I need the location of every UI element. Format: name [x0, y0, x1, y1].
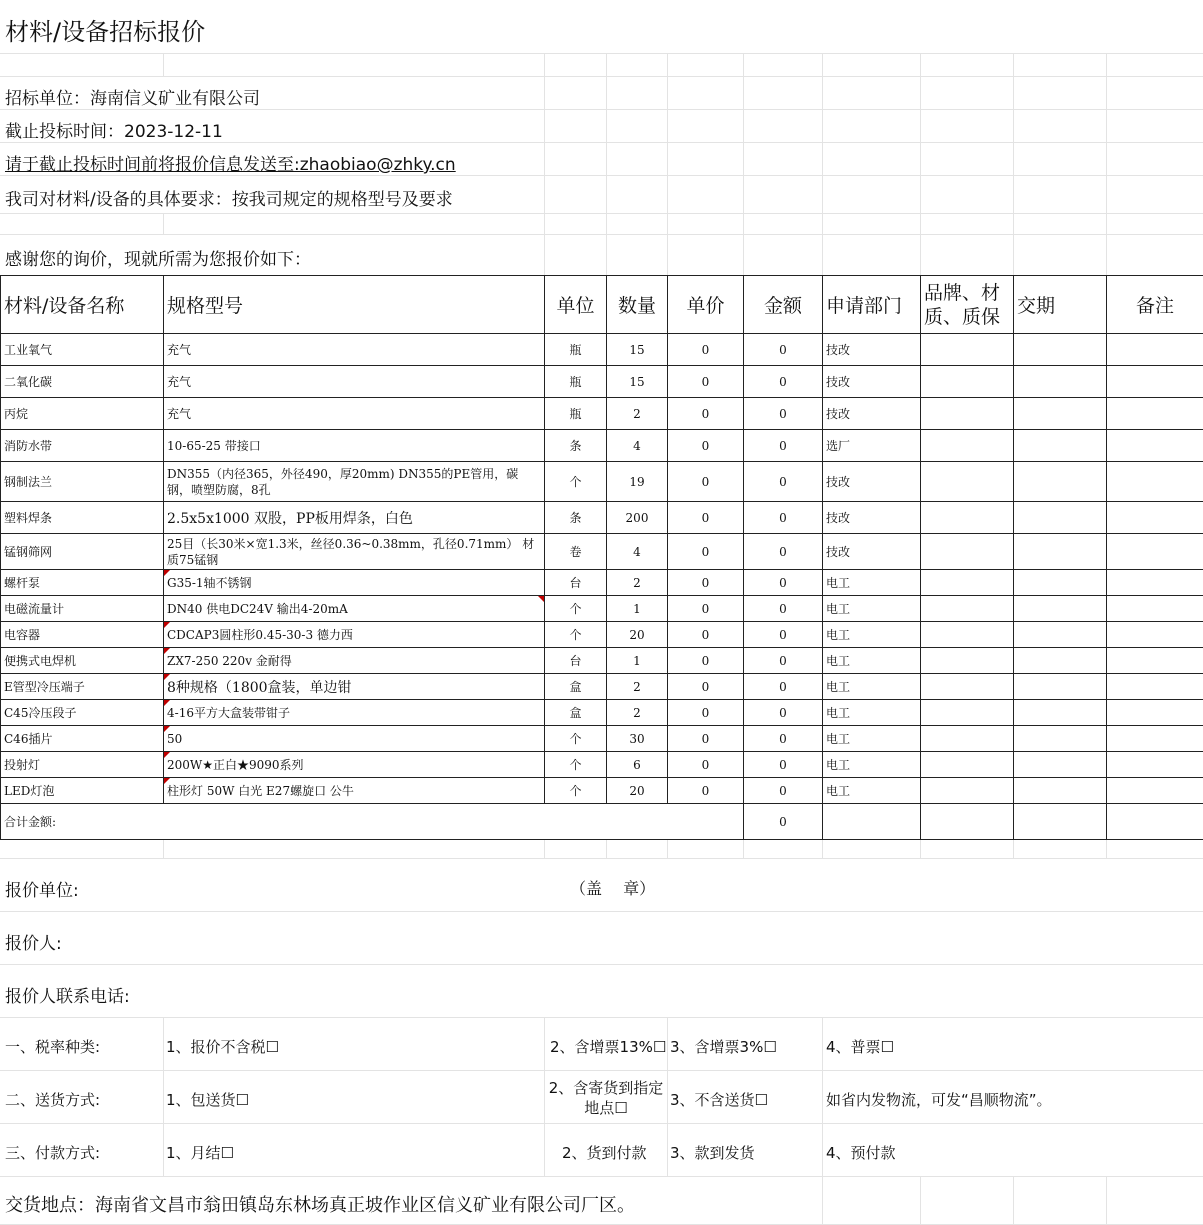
quoter-person-label: 报价人: [5, 929, 62, 954]
item-amount: 0 [744, 674, 823, 700]
item-qty: 20 [607, 778, 668, 804]
item-spec: DN40 供电DC24V 输出4-20mA [164, 596, 545, 622]
tax-option-3[interactable]: 3、含增票3%☐ [670, 1036, 777, 1057]
tax-option-1[interactable]: 1、报价不含税☐ [166, 1036, 279, 1057]
quoter-phone-row [0, 965, 1203, 1018]
item-unit: 个 [545, 622, 607, 648]
item-remark[interactable] [1107, 570, 1203, 596]
delivery-place-row [0, 1177, 1203, 1225]
empty-row [0, 214, 1203, 235]
item-brand[interactable] [921, 334, 1014, 366]
item-dept: 电工 [823, 648, 921, 674]
item-name: 塑料焊条 [1, 502, 164, 534]
thanks-text: 感谢您的询价，现就所需为您报价如下： [5, 245, 311, 270]
item-amount: 0 [744, 648, 823, 674]
item-dept: 电工 [823, 778, 921, 804]
item-brand[interactable] [921, 398, 1014, 430]
item-brand[interactable] [921, 726, 1014, 752]
item-price: 0 [668, 430, 744, 462]
seal-text: （盖 章） [570, 876, 655, 899]
item-amount: 0 [744, 502, 823, 534]
col-amount: 金额 [744, 276, 823, 334]
quoter-unit-row [0, 859, 1203, 912]
item-brand[interactable] [921, 622, 1014, 648]
item-dept: 技改 [823, 462, 921, 502]
item-price: 0 [668, 366, 744, 398]
item-price: 0 [668, 778, 744, 804]
table-row [1, 430, 1203, 462]
item-brand[interactable] [921, 700, 1014, 726]
item-price: 0 [668, 502, 744, 534]
item-price: 0 [668, 700, 744, 726]
item-qty: 2 [607, 398, 668, 430]
tax-option-2[interactable]: 2、含增票13%☐ [550, 1036, 666, 1057]
item-brand[interactable] [921, 570, 1014, 596]
item-delivery[interactable] [1014, 674, 1107, 700]
col-dept: 申请部门 [823, 276, 921, 334]
item-amount: 0 [744, 726, 823, 752]
item-price: 0 [668, 726, 744, 752]
col-brand: 品牌、材质、质保 [921, 276, 1014, 334]
requirement-row [0, 176, 1203, 214]
col-price: 单价 [668, 276, 744, 334]
item-name: LED灯泡 [1, 778, 164, 804]
item-amount: 0 [744, 570, 823, 596]
item-dept: 技改 [823, 366, 921, 398]
col-delivery: 交期 [1014, 276, 1107, 334]
item-spec: 25目（长30米×宽1.3米，丝径0.36~0.38mm，孔径0.71mm） 材质75锰钢 [164, 534, 545, 570]
item-dept: 电工 [823, 726, 921, 752]
item-delivery[interactable] [1014, 700, 1107, 726]
item-remark[interactable] [1107, 334, 1203, 366]
item-remark[interactable] [1107, 622, 1203, 648]
item-name: 二氧化碳 [1, 366, 164, 398]
item-delivery[interactable] [1014, 622, 1107, 648]
table-row [1, 700, 1203, 726]
item-name: 钢制法兰 [1, 462, 164, 502]
page-title: 材料/设备招标报价 [5, 12, 205, 47]
email-row [0, 143, 1203, 176]
item-spec: 200W★正白★9090系列 [164, 752, 545, 778]
shipping-option-2[interactable]: 2、含寄货到指定地点☐ [548, 1078, 664, 1118]
total-label: 合计金额: [1, 804, 744, 840]
table-row [1, 778, 1203, 804]
email-note-link[interactable]: 请于截止投标时间前将报价信息发送至:zhaobiao@zhky.cn [5, 150, 456, 175]
item-unit: 盒 [545, 700, 607, 726]
payment-row [0, 1124, 1203, 1177]
empty-row [0, 54, 1203, 77]
item-remark[interactable] [1107, 752, 1203, 778]
item-unit: 瓶 [545, 398, 607, 430]
col-name: 材料/设备名称 [1, 276, 164, 334]
total-value: 0 [744, 804, 823, 840]
deadline: 截止投标时间：2023-12-11 [5, 117, 223, 142]
payment-label: 三、付款方式: [5, 1142, 100, 1163]
item-dept: 技改 [823, 334, 921, 366]
item-remark[interactable] [1107, 648, 1203, 674]
item-unit: 个 [545, 462, 607, 502]
item-unit: 台 [545, 648, 607, 674]
table-row [1, 648, 1203, 674]
item-unit: 瓶 [545, 334, 607, 366]
shipping-row [0, 1071, 1203, 1124]
item-name: 投射灯 [1, 752, 164, 778]
item-spec: 充气 [164, 366, 545, 398]
item-delivery[interactable] [1014, 502, 1107, 534]
item-delivery[interactable] [1014, 430, 1107, 462]
item-price: 0 [668, 534, 744, 570]
item-amount: 0 [744, 430, 823, 462]
item-spec: 柱形灯 50W 白光 E27螺旋口 公牛 [164, 778, 545, 804]
item-price: 0 [668, 398, 744, 430]
item-spec: 10-65-25 带接口 [164, 430, 545, 462]
item-delivery[interactable] [1014, 778, 1107, 804]
tender-unit: 招标单位：海南信义矿业有限公司 [5, 84, 260, 109]
item-qty: 200 [607, 502, 668, 534]
item-price: 0 [668, 648, 744, 674]
tax-label: 一、税率种类: [5, 1036, 100, 1057]
item-price: 0 [668, 674, 744, 700]
item-name: 电磁流量计 [1, 596, 164, 622]
item-delivery[interactable] [1014, 570, 1107, 596]
item-price: 0 [668, 334, 744, 366]
item-qty: 4 [607, 534, 668, 570]
item-spec: 充气 [164, 398, 545, 430]
tax-row [0, 1018, 1203, 1071]
item-remark[interactable] [1107, 674, 1203, 700]
item-dept: 电工 [823, 752, 921, 778]
item-amount: 0 [744, 534, 823, 570]
item-brand[interactable] [921, 778, 1014, 804]
item-unit: 盒 [545, 674, 607, 700]
item-delivery[interactable] [1014, 462, 1107, 502]
item-qty: 19 [607, 462, 668, 502]
item-dept: 电工 [823, 570, 921, 596]
item-name: 螺杆泵 [1, 570, 164, 596]
item-delivery[interactable] [1014, 726, 1107, 752]
item-spec: 充气 [164, 334, 545, 366]
table-row [1, 462, 1203, 502]
payment-option-4[interactable]: 4、预付款 [826, 1142, 896, 1163]
item-name: 工业氧气 [1, 334, 164, 366]
item-remark[interactable] [1107, 534, 1203, 570]
item-amount: 0 [744, 700, 823, 726]
item-remark[interactable] [1107, 502, 1203, 534]
item-spec: 2.5x5x1000 双股，PP板用焊条，白色 [164, 502, 545, 534]
item-price: 0 [668, 462, 744, 502]
item-qty: 2 [607, 700, 668, 726]
item-unit: 个 [545, 778, 607, 804]
item-qty: 15 [607, 334, 668, 366]
item-unit: 瓶 [545, 366, 607, 398]
item-price: 0 [668, 570, 744, 596]
item-brand[interactable] [921, 534, 1014, 570]
item-qty: 2 [607, 570, 668, 596]
item-amount: 0 [744, 778, 823, 804]
item-brand[interactable] [921, 752, 1014, 778]
item-name: C45冷压段子 [1, 700, 164, 726]
item-amount: 0 [744, 462, 823, 502]
col-spec: 规格型号 [164, 276, 545, 334]
item-delivery[interactable] [1014, 648, 1107, 674]
item-name: 电容器 [1, 622, 164, 648]
item-remark[interactable] [1107, 700, 1203, 726]
item-delivery[interactable] [1014, 596, 1107, 622]
item-qty: 1 [607, 648, 668, 674]
item-spec: G35-1轴不锈钢 [164, 570, 545, 596]
item-unit: 个 [545, 752, 607, 778]
total-row [1, 804, 1203, 840]
quoter-unit-label: 报价单位: [5, 876, 79, 901]
item-unit: 条 [545, 430, 607, 462]
deadline-row [0, 110, 1203, 143]
payment-option-2[interactable]: 2、货到付款 [562, 1142, 647, 1163]
table-row [1, 726, 1203, 752]
item-name: 消防水带 [1, 430, 164, 462]
item-qty: 2 [607, 674, 668, 700]
item-spec: 50 [164, 726, 545, 752]
item-spec: CDCAP3圆柱形0.45-30-3 德力西 [164, 622, 545, 648]
item-amount: 0 [744, 596, 823, 622]
item-brand[interactable] [921, 462, 1014, 502]
col-remark: 备注 [1107, 276, 1203, 334]
thanks-row [0, 235, 1203, 275]
item-qty: 15 [607, 366, 668, 398]
item-remark[interactable] [1107, 366, 1203, 398]
item-brand[interactable] [921, 502, 1014, 534]
item-dept: 电工 [823, 596, 921, 622]
requirement: 我司对材料/设备的具体要求：按我司规定的规格型号及要求 [5, 185, 453, 210]
quoter-phone-label: 报价人联系电话: [5, 982, 130, 1007]
item-dept: 技改 [823, 534, 921, 570]
shipping-option-1[interactable]: 1、包送货☐ [166, 1089, 249, 1110]
item-unit: 个 [545, 596, 607, 622]
item-price: 0 [668, 622, 744, 648]
item-amount: 0 [744, 398, 823, 430]
item-name: 便携式电焊机 [1, 648, 164, 674]
tender-unit-row [0, 77, 1203, 110]
table-row [1, 570, 1203, 596]
item-price: 0 [668, 752, 744, 778]
item-brand[interactable] [921, 430, 1014, 462]
item-delivery[interactable] [1014, 366, 1107, 398]
item-delivery[interactable] [1014, 334, 1107, 366]
item-amount: 0 [744, 366, 823, 398]
item-remark[interactable] [1107, 398, 1203, 430]
item-qty: 1 [607, 596, 668, 622]
item-spec: 4-16平方大盒装带钳子 [164, 700, 545, 726]
table-row [1, 366, 1203, 398]
item-qty: 20 [607, 622, 668, 648]
item-dept: 技改 [823, 398, 921, 430]
quoter-person-row [0, 912, 1203, 965]
item-unit: 卷 [545, 534, 607, 570]
item-brand[interactable] [921, 648, 1014, 674]
item-name: C46插片 [1, 726, 164, 752]
table-row [1, 622, 1203, 648]
item-unit: 条 [545, 502, 607, 534]
item-remark[interactable] [1107, 462, 1203, 502]
shipping-label: 二、送货方式: [5, 1089, 100, 1110]
item-dept: 选厂 [823, 430, 921, 462]
table-row [1, 534, 1203, 570]
item-name: E管型冷压端子 [1, 674, 164, 700]
table-header-row [1, 276, 1203, 334]
item-qty: 4 [607, 430, 668, 462]
tax-option-4[interactable]: 4、普票☐ [826, 1036, 894, 1057]
title-row [0, 0, 1203, 54]
item-brand[interactable] [921, 674, 1014, 700]
item-dept: 电工 [823, 674, 921, 700]
col-qty: 数量 [607, 276, 668, 334]
item-unit: 台 [545, 570, 607, 596]
item-spec: DN355（内径365，外径490，厚20mm) DN355的PE管用，碳钢，喷塑防腐，8孔 [164, 462, 545, 502]
quote-table [0, 275, 1203, 840]
item-unit: 个 [545, 726, 607, 752]
item-spec: ZX7-250 220v 金耐得 [164, 648, 545, 674]
item-remark[interactable] [1107, 778, 1203, 804]
item-amount: 0 [744, 622, 823, 648]
item-name: 锰钢筛网 [1, 534, 164, 570]
payment-option-1[interactable]: 1、月结☐ [166, 1142, 234, 1163]
item-name: 丙烷 [1, 398, 164, 430]
item-qty: 6 [607, 752, 668, 778]
shipping-option-3[interactable]: 3、不含送货☐ [670, 1089, 768, 1110]
item-dept: 电工 [823, 700, 921, 726]
item-price: 0 [668, 596, 744, 622]
item-delivery[interactable] [1014, 534, 1107, 570]
item-delivery[interactable] [1014, 752, 1107, 778]
item-dept: 技改 [823, 502, 921, 534]
item-spec: 8种规格（1800盒装，单边钳 [164, 674, 545, 700]
table-row [1, 596, 1203, 622]
table-row [1, 398, 1203, 430]
item-remark[interactable] [1107, 726, 1203, 752]
empty-row [0, 840, 1203, 859]
item-amount: 0 [744, 752, 823, 778]
col-unit: 单位 [545, 276, 607, 334]
item-amount: 0 [744, 334, 823, 366]
shipping-note: 如省内发物流，可发“昌顺物流”。 [826, 1089, 1052, 1110]
item-delivery[interactable] [1014, 398, 1107, 430]
payment-option-3[interactable]: 3、款到发货 [670, 1142, 755, 1163]
table-row [1, 674, 1203, 700]
item-qty: 30 [607, 726, 668, 752]
item-dept: 电工 [823, 622, 921, 648]
item-brand[interactable] [921, 366, 1014, 398]
item-brand[interactable] [921, 596, 1014, 622]
delivery-place: 交货地点：海南省文昌市翁田镇岛东林场真正坡作业区信义矿业有限公司厂区。 [5, 1191, 635, 1217]
table-row [1, 752, 1203, 778]
item-remark[interactable] [1107, 430, 1203, 462]
table-row [1, 334, 1203, 366]
item-remark[interactable] [1107, 596, 1203, 622]
table-row [1, 502, 1203, 534]
